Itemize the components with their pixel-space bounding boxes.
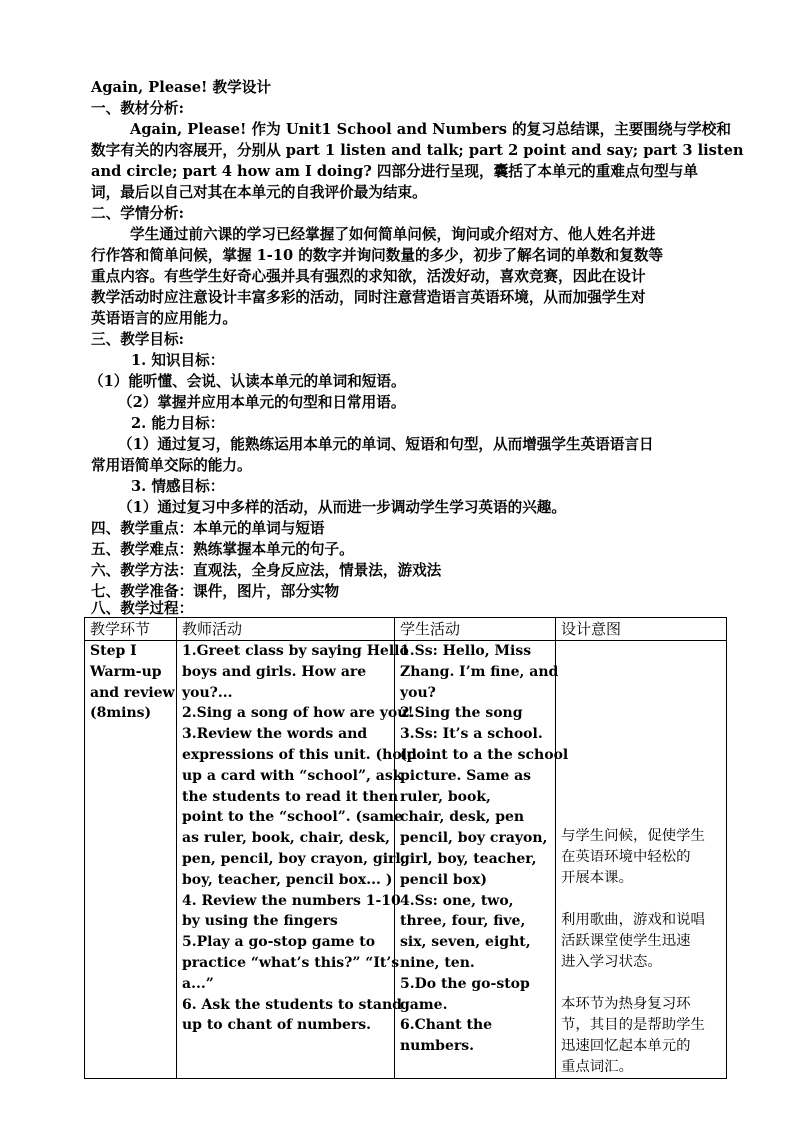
student-analysis-line-5: 英语语言的应用能力。	[91, 310, 237, 327]
intent-line: 迅速回忆起本单元的	[561, 1038, 691, 1054]
header-design-intent: 设计意图	[556, 618, 727, 641]
teacher-activity-cell	[177, 641, 417, 1079]
section-heading-student-analysis: 二、学情分析:	[91, 205, 184, 222]
preparation-line: 七、教学准备：课件，图片，部分实物	[91, 583, 340, 600]
student-line: 1.Ss: Hello, Miss	[400, 643, 532, 659]
step-line: Warm-up	[90, 663, 162, 680]
student-line: game.	[400, 996, 448, 1013]
teacher-line: 1.Greet class by saying Hello	[182, 643, 409, 659]
student-line: three, four, five,	[400, 913, 526, 930]
analysis-line-2: 数字有关的内容展开，分别从 part 1 listen and talk; part 2 point and say; part 3 listen	[91, 142, 744, 159]
key-point-line: 四、教学重点：本单元的单词与短语	[91, 520, 325, 537]
step-line: (8mins)	[90, 705, 152, 722]
student-line: 6.Chant the	[400, 1017, 493, 1034]
teacher-line: up a card with “school”, ask	[182, 767, 403, 784]
teacher-line: practice “what’s this?” “It’s	[182, 954, 400, 971]
section-heading-textbook-analysis: 一、教材分析:	[91, 100, 184, 117]
student-line: girl, boy, teacher,	[400, 850, 537, 867]
goal-emotion-title: 3. 情感目标：	[131, 478, 225, 495]
student-line: (point to a the school	[400, 746, 569, 763]
teacher-line: 2.Sing a song of how are you!	[182, 705, 414, 722]
table-row	[85, 641, 727, 1079]
teacher-line: 5.Play a go-stop game to	[182, 934, 376, 951]
teacher-line: up to chant of numbers.	[182, 1017, 372, 1034]
goal-ability-title: 2. 能力目标：	[131, 415, 225, 432]
document-title: Again, Please! 教学设计	[91, 79, 271, 96]
intent-line: 与学生问候，促使学生	[561, 828, 705, 844]
teaching-process-table	[84, 617, 727, 1079]
goal-knowledge-item-2: （2）掌握并应用本单元的句型和日常用语。	[118, 394, 406, 411]
student-activity-cell	[395, 641, 569, 1079]
intent-line: 在英语环境中轻松的	[561, 849, 691, 865]
teacher-line: 3.Review the words and	[182, 726, 368, 743]
intent-line: 开展本课。	[561, 870, 633, 886]
student-line: six, seven, eight,	[400, 934, 531, 951]
goal-ability-item-1-cont: 常用语简单交际的能力。	[91, 457, 252, 474]
student-line: numbers.	[400, 1038, 474, 1055]
student-line: 3.Ss: It’s a school.	[400, 726, 543, 743]
header-teacher-activity: 教师活动	[177, 618, 395, 641]
intent-line: 本环节为热身复习环	[561, 996, 691, 1012]
teacher-line: expressions of this unit. (hold	[182, 746, 417, 763]
student-line: 2.Sing the song	[400, 705, 523, 722]
student-analysis-line-3: 重点内容。有些学生好奇心强并具有强烈的求知欲，活泼好动，喜欢竞赛，因此在设计	[91, 268, 646, 285]
table-header-row	[85, 618, 727, 641]
step-cell	[85, 641, 177, 1079]
teacher-line: by using the fingers	[182, 913, 338, 930]
student-line: Zhang. I’m fine, and	[400, 663, 559, 680]
student-line: pencil, boy crayon,	[400, 830, 548, 847]
methods-line: 六、教学方法：直观法，全身反应法，情景法，游戏法	[91, 562, 442, 579]
analysis-line-3: and circle; part 4 how am I doing? 四部分进行呈现，囊括了本单元的重难点句型与单	[91, 163, 698, 180]
intent-line: 进入学习状态。	[561, 954, 662, 970]
analysis-line-1: Again, Please! 作为 Unit1 School and Numbers 的复习总结课，主要围绕与学校和	[130, 121, 731, 138]
section-heading-teaching-goals: 三、教学目标:	[91, 331, 184, 348]
goal-ability-item-1: （1）通过复习，能熟练运用本单元的单词、短语和句型，从而增强学生英语语言日	[118, 436, 654, 453]
goal-emotion-item-1: （1）通过复习中多样的活动，从而进一步调动学生学习英语的兴趣。	[118, 499, 566, 516]
student-line: pencil box)	[400, 871, 488, 888]
teacher-line: 6. Ask the students to stand	[182, 996, 402, 1013]
student-line: 4.Ss: one, two,	[400, 892, 514, 909]
header-teaching-stage: 教学环节	[85, 618, 177, 641]
teacher-line: boy, teacher, pencil box... )	[182, 871, 393, 888]
teacher-line: a...”	[182, 975, 214, 992]
intent-line: 活跃课堂使学生迅速	[561, 933, 691, 949]
step-line: Step Ⅰ	[90, 643, 137, 659]
teacher-line: you?...	[182, 684, 233, 701]
teacher-line: the students to read it then	[182, 788, 399, 805]
student-line: ruler, book,	[400, 788, 491, 805]
student-line: nine, ten.	[400, 954, 475, 971]
intent-paragraph-greeting	[561, 826, 721, 889]
teacher-line: boys and girls. How are	[182, 663, 367, 680]
student-analysis-line-4: 教学活动时应注意设计丰富多彩的活动，同时注意营造语言英语环境，从而加强学生对	[91, 289, 646, 306]
intent-paragraph-review	[561, 994, 721, 1078]
process-heading: 八、教学过程：	[91, 600, 194, 617]
goal-knowledge-title: 1. 知识目标：	[131, 352, 225, 369]
student-line: picture. Same as	[400, 767, 532, 784]
student-analysis-line-1: 学生通过前六课的学习已经掌握了如何简单问候，询问或介绍对方、他人姓名并进	[130, 226, 656, 243]
student-line: chair, desk, pen	[400, 809, 525, 826]
intent-paragraph-songs	[561, 910, 721, 973]
teacher-line: point to the “school”. (same	[182, 809, 403, 826]
goal-knowledge-item-1: （1）能听懂、会说、认读本单元的单词和短语。	[89, 373, 406, 390]
student-line: 5.Do the go-stop	[400, 975, 530, 992]
student-analysis-line-2: 行作答和简单问候，掌握 1-10 的数字并询问数量的多少，初步了解名词的单数和复数等	[91, 247, 664, 264]
header-student-activity: 学生活动	[395, 618, 556, 641]
student-line: you?	[400, 684, 436, 701]
difficulty-line: 五、教学难点：熟练掌握本单元的句子。	[91, 541, 354, 558]
teacher-line: as ruler, book, chair, desk,	[182, 830, 390, 847]
analysis-line-4: 词，最后以自己对其在本单元的自我评价最为结束。	[91, 184, 427, 201]
teacher-line: pen, pencil, boy crayon, girl,	[182, 850, 406, 867]
intent-line: 重点词汇。	[561, 1059, 633, 1075]
step-line: and review	[90, 684, 175, 701]
intent-line: 利用歌曲，游戏和说唱	[561, 912, 705, 928]
design-intent-cell	[556, 641, 727, 1079]
teacher-line: 4. Review the numbers 1-10	[182, 892, 401, 909]
intent-line: 节，其目的是帮助学生	[561, 1017, 705, 1033]
